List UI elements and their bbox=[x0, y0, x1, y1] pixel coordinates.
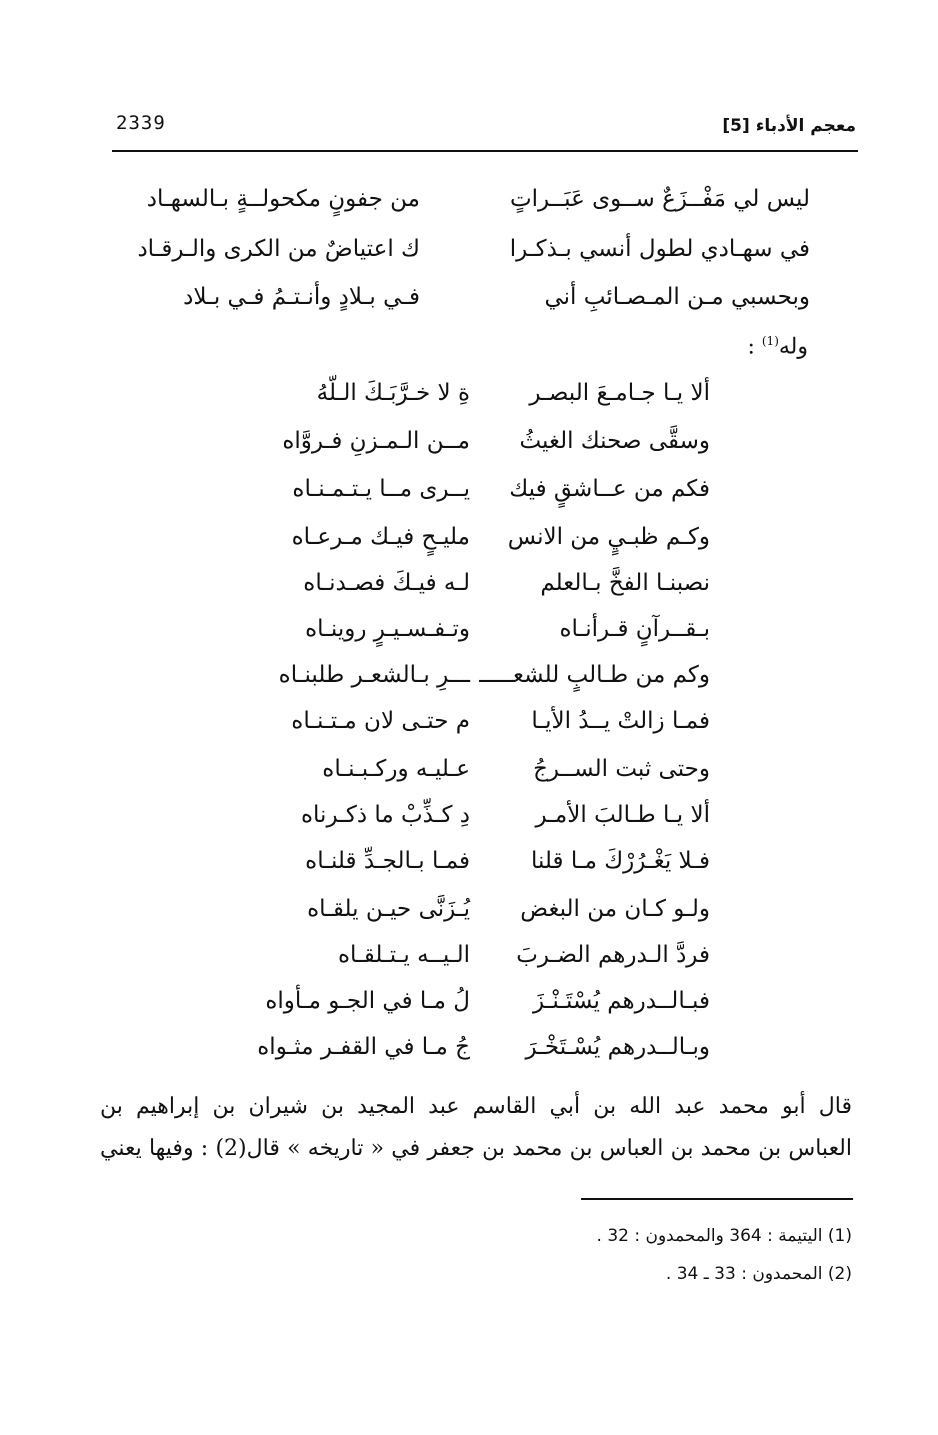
hemistich-second: ـــرِ بـالشعـر طلبنـاه bbox=[278, 662, 470, 688]
verse-line bbox=[240, 1034, 710, 1068]
hemistich-first: وبـالــدرهم يُسْـتَخْـرَ bbox=[525, 1034, 710, 1060]
prose-line: قال أبو محمد عبد الله بن أبي القاسم عبد المجيد بن شيران بن إبراهيم بن bbox=[100, 1094, 852, 1119]
verse-line bbox=[240, 988, 710, 1022]
footnote: (2) المحمدون : 33 ـ 34 . bbox=[665, 1264, 852, 1284]
hemistich-first: وكـم ظبـيٍ من الانس bbox=[507, 524, 710, 550]
hemistich-first: وبحسبي مـن المـصـائبِ أني bbox=[544, 284, 810, 310]
hemistich-first: فمـا زالتْ يــدُ الأيـا bbox=[531, 708, 710, 734]
verse-line bbox=[240, 380, 710, 414]
hemistich-first: ولـو كـان من البغض bbox=[520, 896, 710, 922]
verse-line bbox=[240, 896, 710, 930]
running-title: معجم الأدباء [5] bbox=[722, 116, 856, 136]
page-number: 2339 bbox=[116, 112, 166, 134]
hemistich-first: فبـالــدرهم يُسْتَـنْـزَ bbox=[532, 988, 710, 1014]
hemistich-second: جُ مـا في القفـر مثـواه bbox=[257, 1034, 470, 1060]
hemistich-first: ألا يـا جـامـعَ البصـر bbox=[529, 380, 710, 406]
hemistich-first: وكم من طـالبٍ للشعـــــ bbox=[479, 662, 710, 688]
verse-line bbox=[240, 524, 710, 558]
verse-line bbox=[240, 570, 710, 604]
verse-line bbox=[240, 848, 710, 882]
hemistich-first: في سهـادي لطول أنسي بـذكـرا bbox=[509, 236, 810, 262]
verse-line bbox=[240, 708, 710, 742]
verse-line bbox=[240, 616, 710, 650]
hemistich-second: م حتـى لان مـتـنـاه bbox=[291, 708, 470, 734]
intro-colon: : bbox=[747, 334, 762, 360]
intro-text: وله bbox=[778, 334, 808, 360]
hemistich-first: نصبنـا الفخَّ بـالعلم bbox=[540, 570, 710, 596]
hemistich-second: لـه فيـكَ فصـدنـاه bbox=[303, 570, 470, 596]
verse-line bbox=[240, 756, 710, 790]
hemistich-second: فمـا بـالجـدِّ قلنـاه bbox=[305, 848, 470, 874]
verse-line bbox=[240, 476, 710, 510]
hemistich-first: فردَّ الـدرهم الضـربَ bbox=[516, 942, 710, 968]
hemistich-first: فـلا يَغْـرُرْكَ مـا قلنا bbox=[530, 848, 710, 874]
footnote-rule bbox=[581, 1198, 853, 1200]
poem-intro bbox=[747, 334, 808, 359]
hemistich-second: ةِ لا خـرَّبَـكَ الـلّهُ bbox=[316, 380, 470, 406]
verse-line bbox=[240, 662, 710, 696]
hemistich-second: ك اعتياضٌ من الكرى والـرقـاد bbox=[137, 236, 420, 262]
verse-line bbox=[240, 428, 710, 462]
footnote-ref: (1) bbox=[761, 334, 779, 348]
page-header bbox=[112, 112, 856, 152]
verse-line bbox=[146, 186, 810, 220]
footnote: (1) اليتيمة : 364 والمحمدون : 32 . bbox=[596, 1226, 852, 1246]
verse-line bbox=[160, 284, 810, 318]
verse-line bbox=[137, 236, 810, 270]
hemistich-first: ألا يـا طـالبَ الأمـر bbox=[535, 802, 710, 828]
hemistich-second: مــن الـمـزنِ فـروَّاه bbox=[282, 428, 470, 454]
verse-line bbox=[240, 802, 710, 836]
hemistich-second: وتـفـسـيـرٍ روينـاه bbox=[305, 616, 470, 642]
hemistich-second: دِ كـذِّبْ ما ذكـرناه bbox=[301, 802, 470, 828]
hemistich-second: مليـحٍ فيـك مـرعـاه bbox=[291, 524, 470, 550]
hemistich-first: بـقــرآنٍ قـرأنـاه bbox=[559, 616, 710, 642]
hemistich-first: وسقَّى صحنك الغيثُ bbox=[519, 428, 710, 454]
verse-line bbox=[240, 942, 710, 976]
hemistich-second: لُ مـا في الجـو مـأواه bbox=[265, 988, 470, 1014]
hemistich-second: يــرى مــا يـتـمـنـاه bbox=[292, 476, 470, 502]
hemistich-second: يُـزَنَّى حيـن يلقـاه bbox=[307, 896, 470, 922]
hemistich-second: من جفونٍ مكحولــةٍ بـالسهـاد bbox=[146, 186, 420, 212]
header-rule bbox=[112, 150, 858, 152]
prose-line: العباس بن محمد بن العباس بن محمد بن جعفر في « تاريخه » قال(2) : وفيها يعني bbox=[100, 1136, 852, 1161]
hemistich-first: ليس لي مَفْــزَعٌ ســوى عَبَــراتٍ bbox=[509, 186, 810, 212]
hemistich-first: فكم من عــاشقٍ فيك bbox=[509, 476, 710, 502]
hemistich-second: فـي بـلادٍ وأنـتـمُ فـي بـلاد bbox=[183, 284, 420, 310]
hemistich-first: وحتى ثبت الســرجُ bbox=[533, 756, 710, 782]
hemistich-second: عـليـه وركـبـنـاه bbox=[322, 756, 470, 782]
hemistich-second: الـيــه يـتـلقـاه bbox=[337, 942, 470, 968]
